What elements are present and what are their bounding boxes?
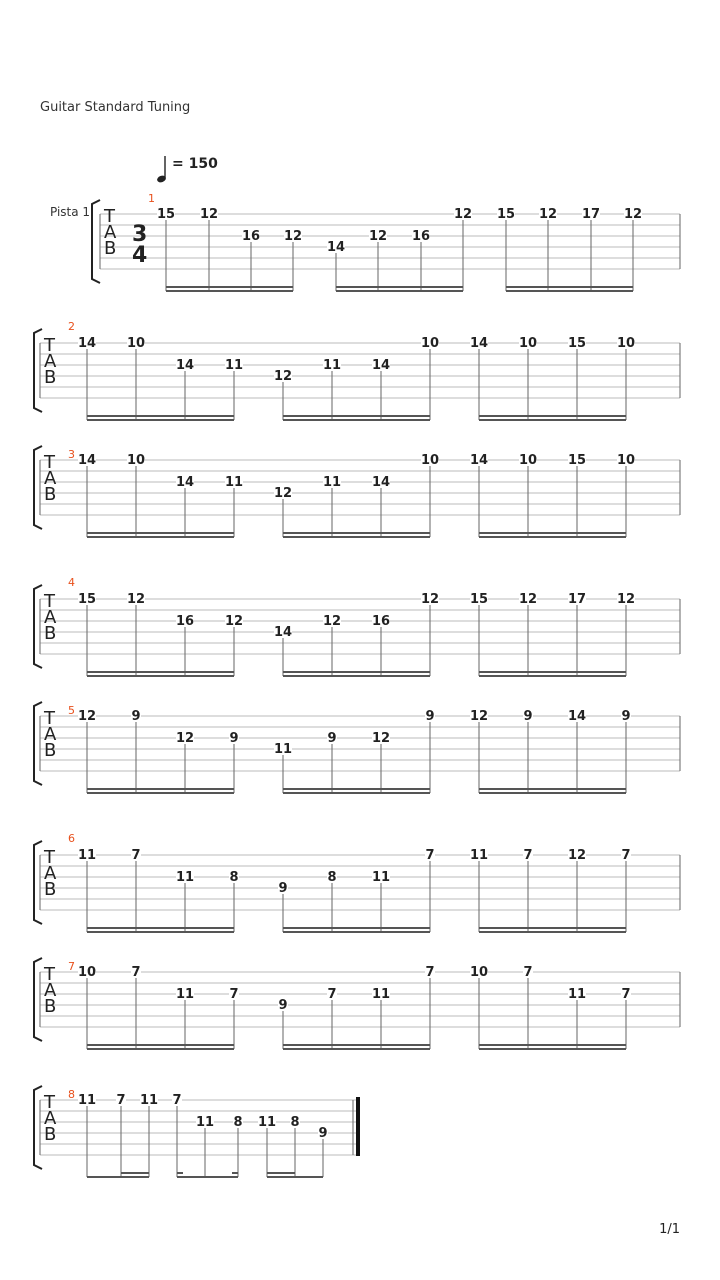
tab-letter: T xyxy=(44,335,55,356)
fret-number: 12 xyxy=(199,207,219,222)
tab-letter: T xyxy=(44,964,55,985)
fret-number: 12 xyxy=(616,592,636,607)
fret-number: 16 xyxy=(411,229,431,244)
fret-number: 7 xyxy=(523,965,533,980)
fret-number: 12 xyxy=(469,709,489,724)
fret-number: 11 xyxy=(77,1093,97,1108)
fret-number: 9 xyxy=(327,731,337,746)
tab-letter: T xyxy=(104,206,115,227)
fret-number: 11 xyxy=(322,358,342,373)
fret-number: 14 xyxy=(371,358,391,373)
fret-number: 10 xyxy=(518,336,538,351)
fret-number: 11 xyxy=(322,475,342,490)
fret-number: 12 xyxy=(538,207,558,222)
tempo-value: = 150 xyxy=(172,156,218,172)
tab-letter: A xyxy=(44,607,57,628)
fret-number: 11 xyxy=(175,987,195,1002)
fret-number: 10 xyxy=(77,965,97,980)
fret-number: 14 xyxy=(77,453,97,468)
fret-number: 11 xyxy=(257,1115,277,1130)
tab-letter: B xyxy=(44,367,57,388)
fret-number: 9 xyxy=(278,998,288,1013)
fret-number: 14 xyxy=(77,336,97,351)
tab-letter: A xyxy=(104,222,117,243)
system-bracket xyxy=(34,329,42,412)
tab-letter: T xyxy=(44,452,55,473)
fret-number: 12 xyxy=(371,731,391,746)
time-signature-bottom: 4 xyxy=(132,243,148,268)
fret-number: 11 xyxy=(371,870,391,885)
measure-number: 1 xyxy=(148,192,155,205)
tab-letter: B xyxy=(44,879,57,900)
tab-letter: B xyxy=(44,623,57,644)
tab-letter: T xyxy=(44,708,55,729)
fret-number: 7 xyxy=(131,848,141,863)
fret-number: 15 xyxy=(567,453,587,468)
fret-number: 14 xyxy=(326,240,346,255)
fret-number: 9 xyxy=(278,881,288,896)
tab-letter: B xyxy=(44,740,57,761)
fret-number: 8 xyxy=(290,1115,300,1130)
tab-letter: A xyxy=(44,468,57,489)
system-bracket xyxy=(34,841,42,924)
measure-number: 4 xyxy=(68,576,75,589)
fret-number: 12 xyxy=(368,229,388,244)
fret-number: 15 xyxy=(567,336,587,351)
fret-number: 11 xyxy=(77,848,97,863)
fret-number: 7 xyxy=(523,848,533,863)
fret-number: 12 xyxy=(420,592,440,607)
tab-letter: A xyxy=(44,863,57,884)
fret-number: 12 xyxy=(224,614,244,629)
tab-letter: T xyxy=(44,591,55,612)
fret-number: 11 xyxy=(273,742,293,757)
fret-number: 7 xyxy=(425,965,435,980)
system-bracket xyxy=(92,200,100,283)
page-number: 1/1 xyxy=(659,1222,680,1237)
system-bracket xyxy=(34,446,42,529)
fret-number: 7 xyxy=(621,987,631,1002)
system-bracket xyxy=(34,702,42,785)
fret-number: 14 xyxy=(175,358,195,373)
fret-number: 12 xyxy=(273,486,293,501)
fret-number: 9 xyxy=(131,709,141,724)
fret-number: 7 xyxy=(116,1093,126,1108)
tuning-label: Guitar Standard Tuning xyxy=(40,100,191,115)
measure-number: 3 xyxy=(68,448,75,461)
system-bracket xyxy=(34,1086,42,1169)
fret-number: 12 xyxy=(126,592,146,607)
fret-number: 11 xyxy=(175,870,195,885)
fret-number: 16 xyxy=(175,614,195,629)
system-bracket xyxy=(34,585,42,668)
fret-number: 9 xyxy=(621,709,631,724)
fret-number: 15 xyxy=(77,592,97,607)
tab-letter: T xyxy=(44,1092,55,1113)
fret-number: 12 xyxy=(283,229,303,244)
measure-number: 7 xyxy=(68,960,75,973)
fret-number: 14 xyxy=(567,709,587,724)
fret-number: 12 xyxy=(453,207,473,222)
fret-number: 10 xyxy=(616,453,636,468)
fret-number: 11 xyxy=(139,1093,159,1108)
tab-letter: B xyxy=(44,996,57,1017)
fret-number: 15 xyxy=(156,207,176,222)
fret-number: 9 xyxy=(318,1126,328,1141)
fret-number: 11 xyxy=(195,1115,215,1130)
fret-number: 11 xyxy=(371,987,391,1002)
time-signature-top: 3 xyxy=(132,222,148,247)
fret-number: 12 xyxy=(175,731,195,746)
fret-number: 7 xyxy=(229,987,239,1002)
fret-number: 14 xyxy=(469,453,489,468)
track-name: Pista 1 xyxy=(50,205,91,219)
fret-number: 17 xyxy=(581,207,601,222)
fret-number: 11 xyxy=(567,987,587,1002)
fret-number: 14 xyxy=(273,625,293,640)
fret-number: 12 xyxy=(518,592,538,607)
fret-number: 14 xyxy=(469,336,489,351)
fret-number: 10 xyxy=(616,336,636,351)
fret-number: 11 xyxy=(224,358,244,373)
fret-number: 8 xyxy=(327,870,337,885)
measure-number: 5 xyxy=(68,704,75,717)
tab-letter: A xyxy=(44,980,57,1001)
fret-number: 12 xyxy=(623,207,643,222)
fret-number: 14 xyxy=(175,475,195,490)
fret-number: 11 xyxy=(469,848,489,863)
system-bracket xyxy=(34,958,42,1041)
tab-letter: A xyxy=(44,1108,57,1129)
fret-number: 12 xyxy=(273,369,293,384)
measure-number: 2 xyxy=(68,320,75,333)
measure-number: 8 xyxy=(68,1088,75,1101)
tab-letter: B xyxy=(44,1124,57,1145)
fret-number: 7 xyxy=(621,848,631,863)
fret-number: 10 xyxy=(518,453,538,468)
fret-number: 10 xyxy=(469,965,489,980)
fret-number: 16 xyxy=(371,614,391,629)
fret-number: 8 xyxy=(233,1115,243,1130)
fret-number: 10 xyxy=(420,336,440,351)
fret-number: 10 xyxy=(126,453,146,468)
tab-letter: A xyxy=(44,351,57,372)
fret-number: 11 xyxy=(224,475,244,490)
measure-number: 6 xyxy=(68,832,75,845)
fret-number: 16 xyxy=(241,229,261,244)
fret-number: 9 xyxy=(229,731,239,746)
fret-number: 15 xyxy=(496,207,516,222)
fret-number: 7 xyxy=(327,987,337,1002)
fret-number: 7 xyxy=(172,1093,182,1108)
fret-number: 9 xyxy=(523,709,533,724)
fret-number: 8 xyxy=(229,870,239,885)
fret-number: 12 xyxy=(77,709,97,724)
tab-letter: B xyxy=(44,484,57,505)
fret-number: 17 xyxy=(567,592,587,607)
fret-number: 12 xyxy=(322,614,342,629)
fret-number: 7 xyxy=(131,965,141,980)
fret-number: 15 xyxy=(469,592,489,607)
fret-number: 14 xyxy=(371,475,391,490)
fret-number: 9 xyxy=(425,709,435,724)
tab-letter: T xyxy=(44,847,55,868)
tab-letter: B xyxy=(104,238,117,259)
fret-number: 10 xyxy=(420,453,440,468)
fret-number: 12 xyxy=(567,848,587,863)
fret-number: 10 xyxy=(126,336,146,351)
fret-number: 7 xyxy=(425,848,435,863)
tab-letter: A xyxy=(44,724,57,745)
